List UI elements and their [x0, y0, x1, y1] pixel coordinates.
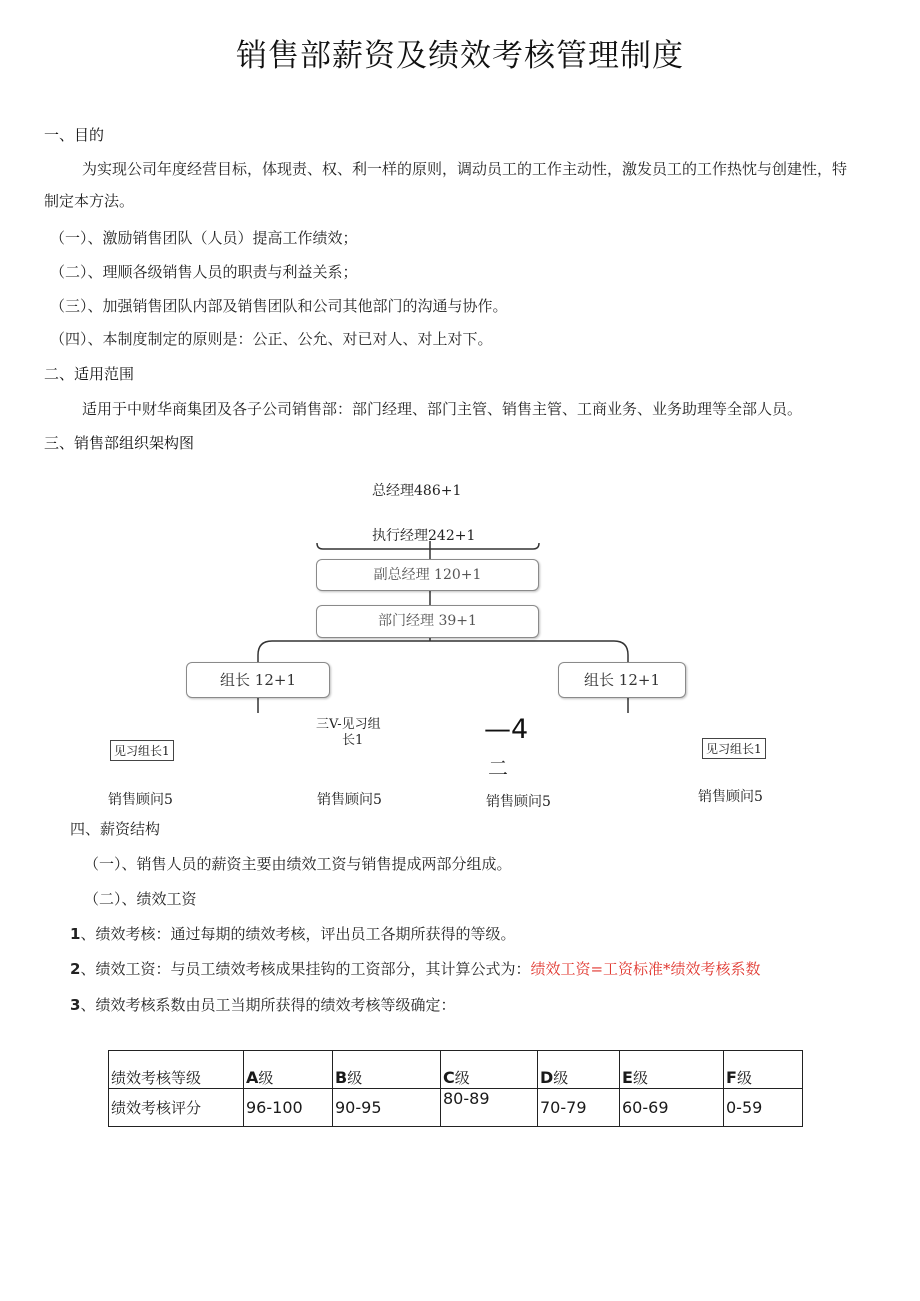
point-text: 、绩效考核：通过每期的绩效考核，评出员工各期所获得的等级。: [80, 925, 516, 943]
org-node-sales-consultant: 销售顾问5: [698, 789, 763, 805]
purpose-item: （一）、激励销售团队（人员）提高工作绩效；: [50, 229, 358, 247]
score-cell: 90-95: [333, 1089, 441, 1127]
point-text: 、绩效工资：与员工绩效考核成果挂钩的工资部分，其计算公式为：: [80, 960, 531, 978]
document-title: 销售部薪资及绩效考核管理制度: [236, 38, 684, 74]
salary-point-2: [70, 958, 761, 979]
org-node-general-manager: 总经理486+1: [372, 483, 462, 499]
org-node-sales-consultant: 销售顾问5: [108, 792, 173, 808]
grade-cell: E级: [620, 1051, 724, 1089]
org-node-intern-leader-left: 见习组长1: [110, 740, 174, 761]
org-node-intern-leader-mid-line1: 三V-见习组: [316, 717, 381, 732]
purpose-intro-line1: 为实现公司年度经营目标，体现责、权、利一样的原则，调动员工的工作主动性，激发员工的工作热忱与创建性，特: [82, 160, 848, 178]
point-number: 1: [70, 925, 81, 943]
table-row: [109, 1051, 803, 1089]
scope-body: 适用于中财华商集团及各子公司销售部：部门经理、部门主管、销售主管、工商业务、业务助理等全部人员。: [82, 400, 803, 418]
point-number: 3: [70, 996, 81, 1014]
org-node-sales-consultant: 销售顾问5: [317, 792, 382, 808]
org-node-mid-mark-small: 二: [488, 756, 508, 780]
org-node-sales-consultant: 销售顾问5: [486, 794, 551, 810]
org-node-executive-manager: 执行经理242+1: [372, 528, 476, 544]
grade-cell: B级: [333, 1051, 441, 1089]
org-node-deputy-gm: 副总经理 120+1: [316, 559, 539, 591]
score-cell: 60-69: [620, 1089, 724, 1127]
grade-cell: C级: [441, 1051, 538, 1089]
section-heading-org-chart: 三、销售部组织架构图: [44, 434, 195, 452]
purpose-item: （二）、理顺各级销售人员的职责与利益关系；: [50, 263, 358, 281]
performance-pay-formula: 绩效工资=工资标准*绩效考核系数: [530, 960, 761, 978]
grade-cell: D级: [538, 1051, 620, 1089]
performance-grade-table: [108, 1050, 803, 1127]
score-cell: 96-100: [244, 1089, 333, 1127]
org-node-mid-mark: —4: [484, 714, 529, 745]
point-number: 2: [70, 960, 81, 978]
purpose-intro-line2: 制定本方法。: [44, 192, 135, 210]
point-text: 、绩效考核系数由员工当期所获得的绩效考核等级确定：: [80, 996, 456, 1014]
section-heading-purpose: 一、目的: [44, 126, 105, 144]
row-label-score: 绩效考核评分: [109, 1089, 244, 1127]
purpose-item: （四）、本制度制定的原则是：公正、公允、对已对人、对上对下。: [50, 330, 493, 348]
grade-cell: F级: [724, 1051, 803, 1089]
org-node-intern-leader-mid-line2: 长1: [342, 733, 364, 748]
score-cell: 80-89: [441, 1089, 538, 1127]
salary-point-1: [70, 923, 515, 944]
row-label-grade: 绩效考核等级: [109, 1051, 244, 1089]
purpose-item: （三）、加强销售团队内部及销售团队和公司其他部门的沟通与协作。: [50, 297, 508, 315]
table-row: [109, 1089, 803, 1127]
score-cell: 70-79: [538, 1089, 620, 1127]
org-node-department-manager: 部门经理 39+1: [316, 605, 539, 638]
score-cell: 0-59: [724, 1089, 803, 1127]
org-node-intern-leader-right: 见习组长1: [702, 738, 766, 759]
section-heading-salary-structure: 四、薪资结构: [70, 820, 161, 838]
section-heading-scope: 二、适用范围: [44, 365, 135, 383]
salary-item-1: （一）、销售人员的薪资主要由绩效工资与销售提成两部分组成。: [84, 855, 512, 873]
grade-cell: A级: [244, 1051, 333, 1089]
salary-point-3: [70, 994, 455, 1015]
org-node-team-leader-left: 组长 12+1: [186, 662, 330, 698]
org-node-team-leader-right: 组长 12+1: [558, 662, 686, 698]
salary-item-2: （二）、绩效工资: [84, 890, 197, 908]
